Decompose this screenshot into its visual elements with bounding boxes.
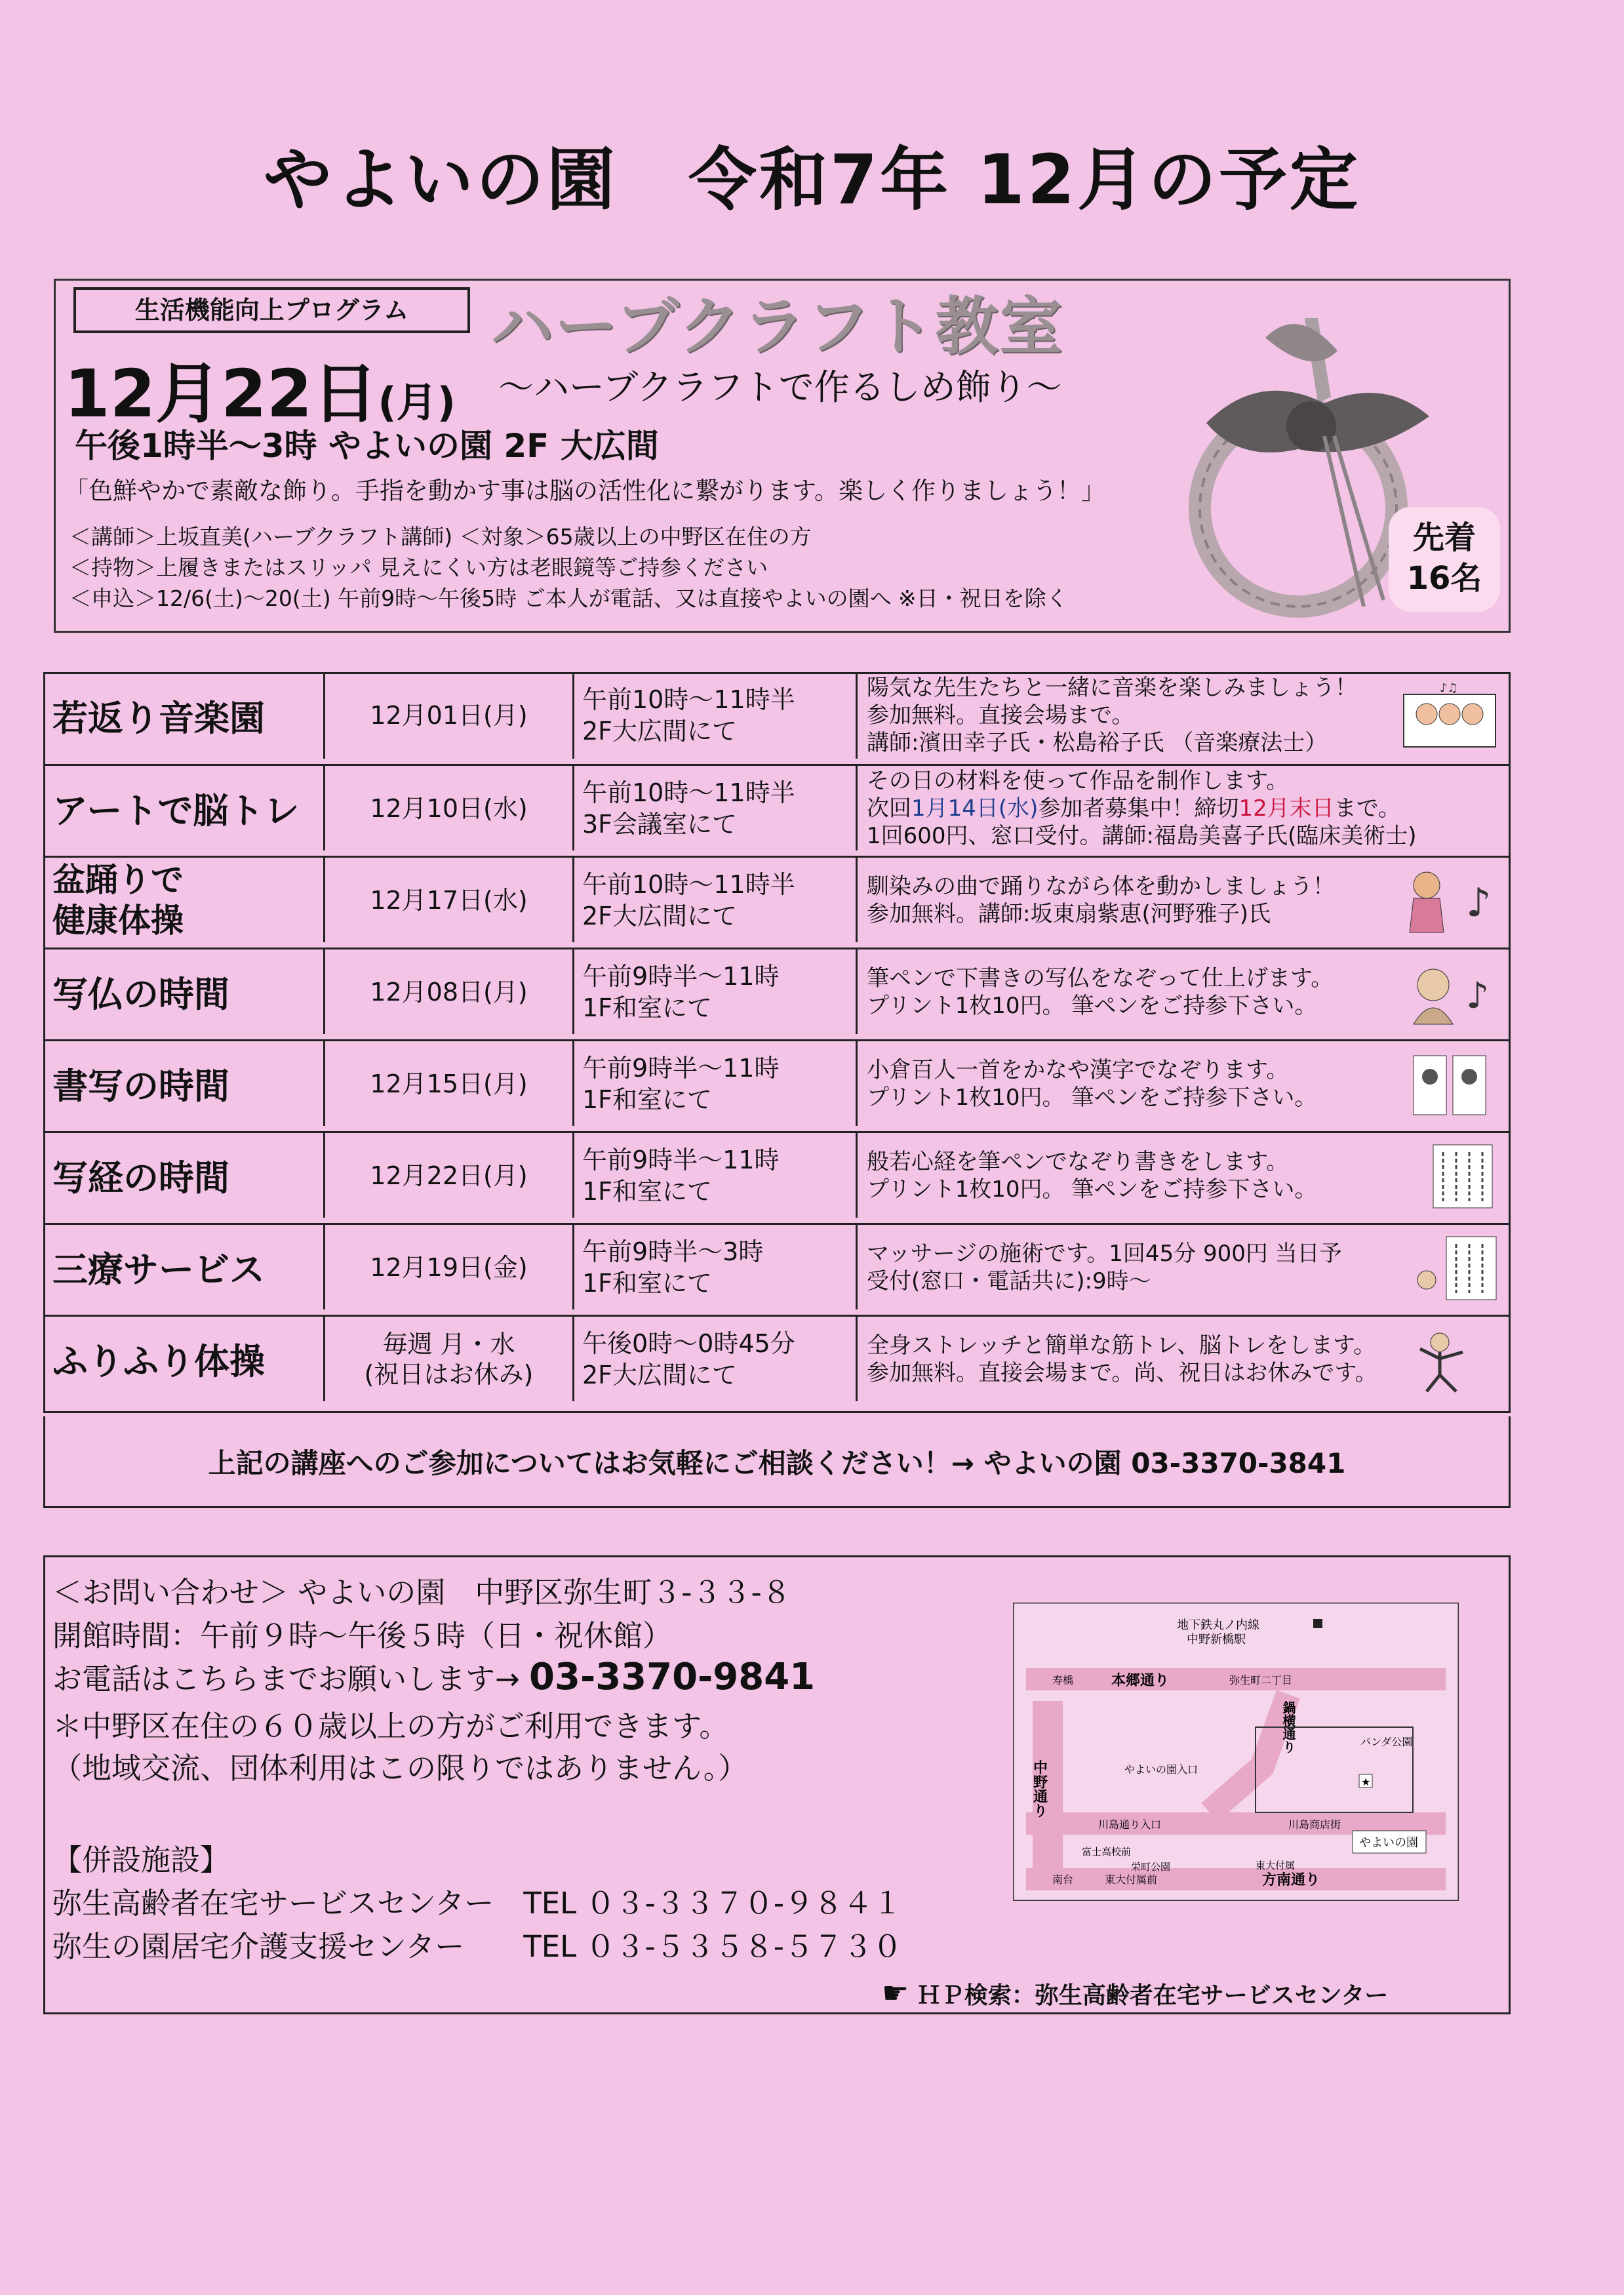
program-time	[574, 1041, 858, 1126]
desc-line: プリント1枚10円。 筆ペンをご持参下さい。	[867, 992, 1317, 1019]
herb-detail-instructor: ＜講師＞上坂直美(ハーブクラフト講師) ＜対象＞65歳以上の中野区在住の方	[69, 524, 812, 549]
desc-line: 参加無料。直接会場まで。	[867, 702, 1134, 728]
table-row	[43, 1131, 1511, 1218]
desc-line: その日の材料を使って作品を制作します。	[867, 767, 1289, 794]
desc-line: 受付(窓口・電話共に):9時～	[867, 1267, 1151, 1294]
table-row	[43, 1223, 1511, 1309]
map-yayoi-label: やよいの園	[1359, 1836, 1418, 1850]
desc-line: 全身ストレッチと簡単な筋トレ、脳トレをします。	[867, 1332, 1376, 1359]
program-description	[858, 1317, 1511, 1401]
desc-line: 参加無料。講師:坂東扇紫恵(河野雅子)氏	[867, 900, 1271, 927]
herb-detail-items: ＜持物＞上履きまたはスリッパ 見えにくい方は老眼鏡等ご持参ください	[69, 555, 768, 580]
usage-note: （地域交流、団体利用はこの限りではありません。）	[52, 1751, 748, 1786]
herb-subtitle: ～ハーブクラフトで作るしめ飾り～	[498, 367, 1062, 408]
herb-quote: 「色鮮やかで素敵な飾り。手指を動かす事は脳の活性化に繋がります。楽しく作りましょう！」	[64, 477, 1106, 505]
desc-line: 小倉百人一首をかなや漢字でなぞります。	[867, 1056, 1289, 1083]
time-text: 午前9時半～3時	[582, 1237, 764, 1266]
program-time	[574, 949, 858, 1034]
desc-line: 筆ペンで下書きの写仏をなぞって仕上げます。	[867, 965, 1334, 991]
map-todai: 東大付属	[1256, 1860, 1296, 1871]
map-station-line: 地下鉄丸ノ内線	[1177, 1618, 1259, 1632]
hp-search-text: ＨＰ検索：弥生高齢者在宅サービスセンター	[917, 1982, 1389, 2009]
exercise-icon	[1400, 1326, 1499, 1394]
date-line: 毎週 月・水	[382, 1329, 515, 1359]
desc-line: 馴染みの曲で踊りながら体を動かしましょう！	[867, 873, 1335, 900]
facility-care-support: 弥生の園居宅介護支援センター TEL ０３-５３５８-５７３０	[52, 1929, 902, 1964]
phone-number[interactable]: 03-3370-9841	[529, 1656, 816, 1698]
massage-icon	[1400, 1234, 1499, 1302]
limit-badge	[1389, 507, 1500, 612]
program-description	[858, 1225, 1511, 1309]
table-row	[43, 672, 1511, 759]
contact-address: ＜お問い合わせ＞ やよいの園 中野区弥生町３-３３-８	[52, 1575, 791, 1610]
place-text: 3F会議室にて	[582, 809, 738, 839]
map-todai-mae: 東大付属前	[1105, 1873, 1158, 1886]
time-text: 午前10時～11時半	[582, 869, 795, 899]
time-text: 午前10時～11時半	[582, 778, 795, 807]
program-date: 12月22日(月)	[325, 1133, 574, 1218]
program-time	[574, 1133, 858, 1218]
poet-card-icon	[1400, 1050, 1499, 1119]
program-name-line: 健康体操	[52, 901, 184, 940]
program-tag: 生活機能向上プログラム	[73, 287, 470, 333]
program-time	[574, 766, 858, 850]
map-road-kamo: 鍋横通り	[1280, 1701, 1296, 1753]
map-kawashima-shop: 川島商店街	[1288, 1818, 1341, 1831]
program-name: 写経の時間	[43, 1133, 325, 1218]
place-text: 1F和室にて	[582, 1176, 713, 1206]
map-sakae-park: 栄町公園	[1131, 1861, 1171, 1873]
access-map	[1013, 1603, 1459, 1901]
limit-badge-line1: 先着	[1412, 519, 1476, 556]
desc-line: プリント1枚10円。 筆ペンをご持参下さい。	[867, 1176, 1317, 1203]
program-date	[325, 1317, 574, 1401]
buddha-icon	[1400, 959, 1499, 1027]
program-name: アートで脳トレ	[43, 766, 325, 850]
facility-service-center: 弥生高齢者在宅サービスセンター TEL ０３-３３７０-９８４１	[52, 1886, 902, 1921]
limit-badge-line2: 16名	[1406, 560, 1482, 597]
map-kawashima-entrance: 川島通り入口	[1098, 1818, 1162, 1831]
time-text: 午後0時～0時45分	[582, 1328, 795, 1358]
place-text: 2F大広間にて	[582, 717, 738, 746]
map-kotobuki: 寿橋	[1052, 1674, 1074, 1686]
table-row	[43, 948, 1511, 1034]
hp-search	[882, 1975, 1388, 2010]
dancer-icon	[1400, 867, 1499, 935]
program-name: 若返り音楽園	[43, 672, 325, 759]
place-text: 2F大広間にて	[582, 1360, 738, 1389]
place-text: 1F和室にて	[582, 1085, 713, 1114]
table-row	[43, 1039, 1511, 1126]
map-star-icon: ★	[1361, 1776, 1371, 1788]
program-time	[574, 1317, 858, 1401]
map-road-hongo: 本郷通り	[1111, 1673, 1170, 1689]
map-station-marker	[1313, 1619, 1322, 1628]
program-name: 書写の時間	[43, 1041, 325, 1126]
program-name: 写仏の時間	[43, 949, 325, 1034]
svg-text:♪: ♪	[1466, 880, 1492, 926]
herb-craft-title: ハーブクラフト教室	[490, 290, 1064, 363]
program-description	[858, 766, 1511, 850]
table-row	[43, 856, 1511, 942]
map-road-nakano: 中野通り	[1031, 1760, 1048, 1818]
program-name-line: 盆踊りで	[52, 860, 184, 899]
map-yayoi2: 弥生町二丁目	[1229, 1674, 1293, 1686]
herb-date-day: 12月22日	[64, 355, 378, 432]
desc-line: 講師:濱田幸子氏・松島裕子氏 （音楽療法士）	[867, 730, 1328, 756]
desc-part: 参加者募集中！締切	[1038, 795, 1239, 822]
map-panda-park: パンダ公園	[1360, 1736, 1413, 1748]
program-time	[574, 672, 858, 759]
map-station-name: 中野新橋駅	[1187, 1633, 1246, 1646]
phone-line	[52, 1655, 815, 1698]
singers-icon	[1400, 681, 1499, 749]
table-row	[43, 1315, 1511, 1401]
program-description	[858, 672, 1511, 759]
program-description	[858, 949, 1511, 1034]
map-nandai: 南台	[1052, 1873, 1074, 1886]
eligibility-note: ＊中野区在住の６０歳以上の方がご利用できます。	[52, 1709, 729, 1744]
svg-text:♪: ♪	[1466, 974, 1490, 1016]
program-time	[574, 1225, 858, 1309]
herb-detail-application: ＜申込＞12/6(土)～20(土) 午前9時～午後5時 ご本人が電話、又は直接やよいの園へ ※日・祝日を除く	[69, 586, 1068, 611]
desc-line: 般若心経を筆ペンでなぞり書きをします。	[867, 1148, 1289, 1175]
herb-time-place: 午後1時半～3時 やよいの園 2F 大広間	[75, 427, 659, 465]
program-date: 12月01日(月)	[325, 672, 574, 759]
table-row	[43, 764, 1511, 850]
desc-highlight-date: 1月14日(水)	[911, 795, 1039, 822]
herb-details	[69, 521, 1068, 614]
desc-highlight-deadline: 12月末日	[1238, 795, 1334, 822]
map-entrance: やよいの園入口	[1124, 1763, 1198, 1776]
desc-line: 参加無料。直接会場まで。尚、祝日はお休みです。	[867, 1359, 1377, 1386]
time-text: 午前9時半～11時	[582, 961, 780, 991]
program-name: 三療サービス	[43, 1225, 325, 1309]
program-time	[574, 858, 858, 942]
program-date: 12月10日(水)	[325, 766, 574, 850]
program-date: 12月17日(水)	[325, 858, 574, 942]
program-date: 12月08日(月)	[325, 949, 574, 1034]
map-fuji-school: 富士高校前	[1082, 1846, 1132, 1858]
program-name	[43, 858, 325, 942]
time-text: 午前10時～11時半	[582, 685, 795, 714]
desc-line	[867, 795, 1417, 822]
footer-note: 上記の講座へのご参加についてはお気軽にご相談ください！→ やよいの園 03-3370-3841	[43, 1416, 1511, 1508]
page-title: やよいの園 令和7年 12月の予定	[263, 140, 1361, 220]
facilities-heading: 【併設施設】	[52, 1843, 230, 1877]
program-date: 12月15日(月)	[325, 1041, 574, 1126]
program-name: ふりふり体操	[43, 1317, 325, 1401]
phone-label: お電話はこちらまでお願いします→	[52, 1662, 530, 1696]
herb-date-weekday: (月)	[378, 378, 456, 426]
pointing-hand-icon: ☛	[882, 1975, 909, 2010]
desc-line: 陽気な先生たちと一緒に音楽を楽しみましょう！	[867, 675, 1357, 701]
desc-line: 1回600円、窓口受付。講師:福島美喜子氏(臨床美術士)	[867, 822, 1417, 849]
place-text: 1F和室にて	[582, 993, 713, 1022]
desc-part: まで。	[1334, 795, 1401, 822]
place-text: 1F和室にて	[582, 1268, 713, 1298]
program-description	[858, 858, 1511, 942]
desc-line: プリント1枚10円。 筆ペンをご持参下さい。	[867, 1084, 1317, 1111]
desc-part: 次回	[867, 795, 911, 822]
program-description	[858, 1041, 1511, 1126]
place-text: 2F大広間にて	[582, 901, 738, 930]
time-text: 午前9時半～11時	[582, 1145, 780, 1174]
map-road-hounan: 方南通り	[1262, 1872, 1320, 1888]
program-date: 12月19日(金)	[325, 1225, 574, 1309]
sutra-scroll-icon	[1400, 1142, 1499, 1210]
program-description	[858, 1133, 1511, 1218]
time-text: 午前9時半～11時	[582, 1053, 780, 1083]
opening-hours: 開館時間：午前９時～午後５時（日・祝休館）	[52, 1618, 673, 1653]
svg-text:♪♫: ♪♫	[1440, 681, 1458, 695]
date-line: (祝日はお休み)	[364, 1359, 534, 1389]
desc-line: マッサージの施術です。1回45分 900円 当日予	[867, 1240, 1342, 1267]
